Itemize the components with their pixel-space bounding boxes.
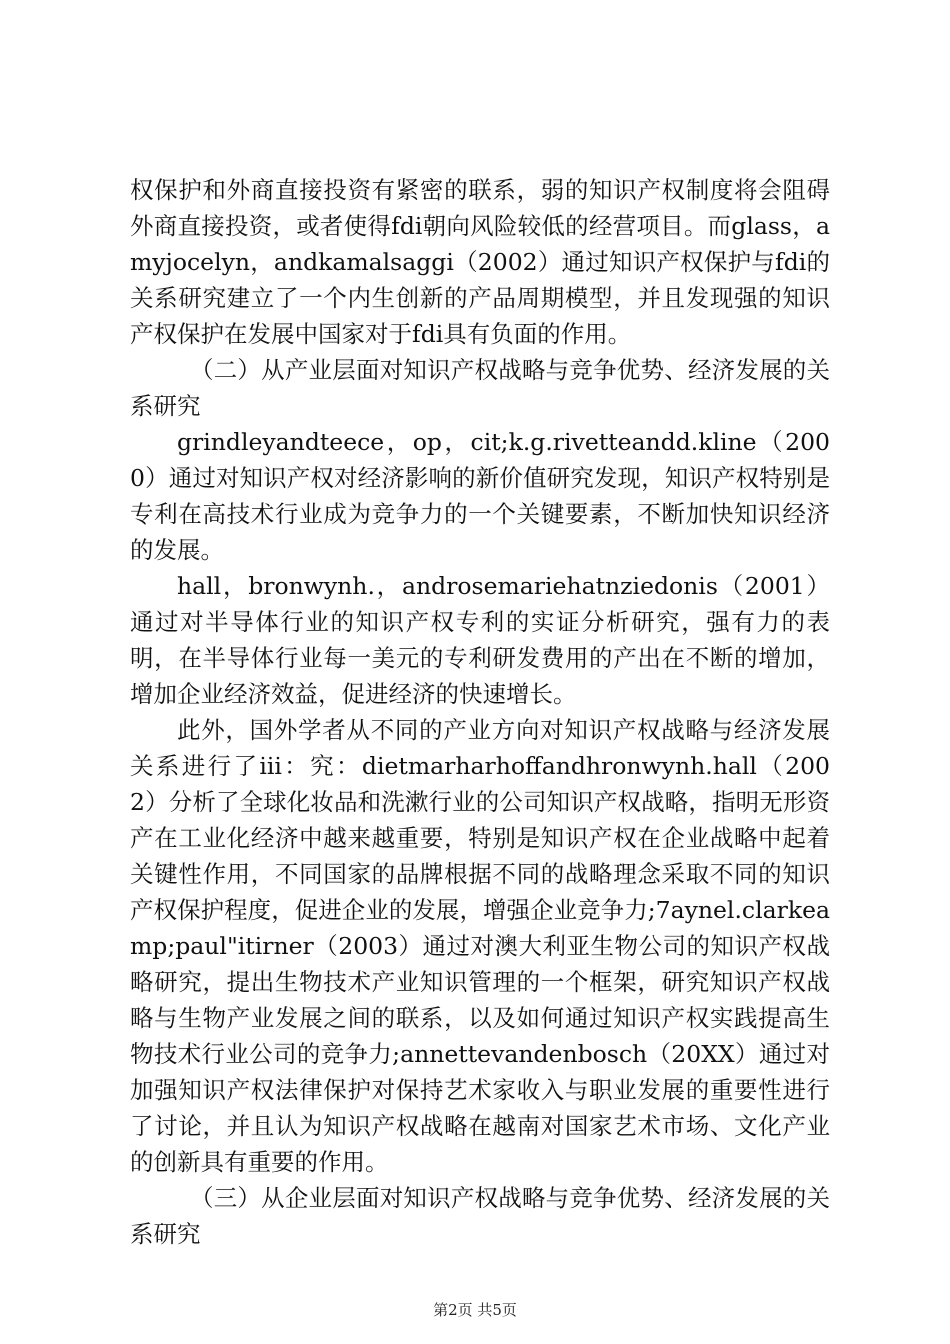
section-heading-industry-level: （二）从产业层面对知识产权战略与竞争优势、经济发展的关系研究 — [130, 356, 830, 420]
paragraph-industry-studies: 此外，国外学者从不同的产业方向对知识产权战略与经济发展关系进行了iii：究：dietmarharhoffandhronwynh.hall（2002）分析了全球化妆品和洗漱行业的公司知识产权战略，指明无形资产在工业化经济中越来越重要，特别是知识产权在企业战略中起着关键性作用，不同国家的品牌根据不同的战略理念采取不同的知识产权保护程度，促进企业的发展，增强企业竞争力;7aynel.clarkeamp;paul"itirner（2003）通过对澳大利亚生物公司的知识产权战略研究，提出生物技术产业知识管理的一个框架，研究知识产权战略与生物产业发展之间的联系，以及如何通过知识产权实践提高生物技术行业公司的竞争力;annettevandenbosch（20XX）通过对加强知识产权法律保护对保持艺术家收入与职业发展的重要性进行了讨论，并且认为知识产权战略在越南对国家艺术市场、文化产业的创新具有重要的作用。 — [130, 716, 830, 1176]
paragraph-hall-semiconductor: hall，bronwynh.，androsemariehatnziedonis（2001）通过对半导体行业的知识产权专利的实证分析研究，强有力的表明，在半导体行业每一美元的专利研发费用的产出在不断的增加，增加企业经济效益，促进经济的快速增长。 — [130, 572, 830, 708]
document-body — [130, 172, 830, 1252]
paragraph-continued: 权保护和外商直接投资有紧密的联系，弱的知识产权制度将会阻碍外商直接投资，或者使得fdi朝向风险较低的经营项目。而glass，amyjocelyn，andkamalsaggi（2002）通过知识产权保护与fdi的关系研究建立了一个内生创新的产品周期模型，并且发现强的知识产权保护在发展中国家对于fdi具有负面的作用。 — [130, 176, 830, 348]
page-footer — [0, 1300, 950, 1320]
page-number-label: 第2页 共5页 — [433, 1301, 517, 1319]
section-heading-enterprise-level: （三）从企业层面对知识产权战略与竞争优势、经济发展的关系研究 — [130, 1184, 830, 1248]
paragraph-grindley-teece: grindleyandteece，op，cit;k.g.rivetteandd.kline（2000）通过对知识产权对经济影响的新价值研究发现，知识产权特别是专利在高技术行业成为竞争力的一个关键要素，不断加快知识经济的发展。 — [130, 428, 830, 564]
